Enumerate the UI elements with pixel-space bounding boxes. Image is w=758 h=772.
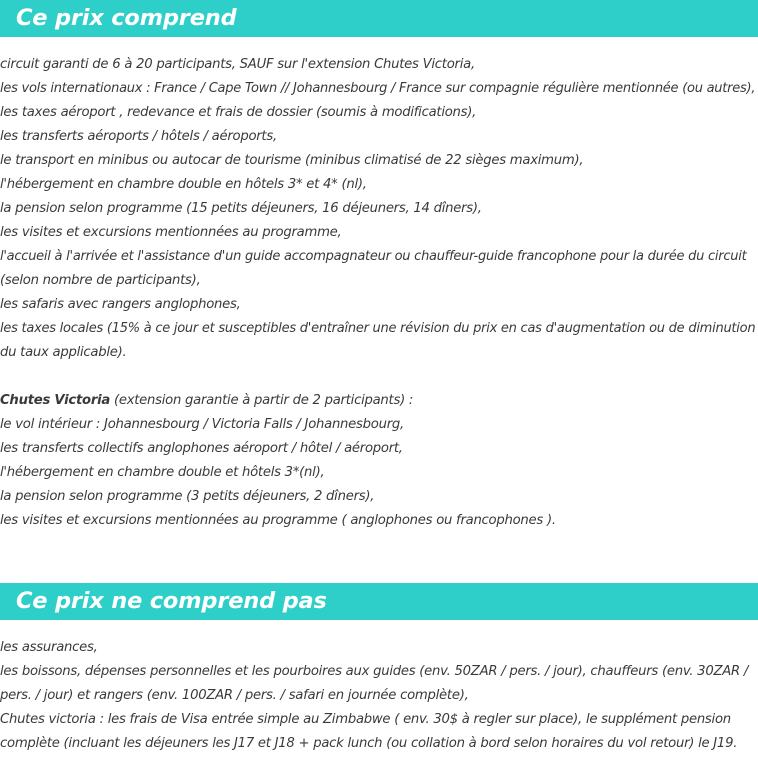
included-line: les taxes aéroport , redevance et frais de dossier (soumis à modifications), [0, 105, 477, 120]
extension-line: la pension selon programme (3 petits déjeuners, 2 dîners), [0, 489, 375, 504]
excluded-title: Ce prix ne comprend pas [16, 588, 327, 614]
included-line: l'hébergement en chambre double en hôtels 3* et 4* (nl), [0, 177, 367, 192]
extension-line: le vol intérieur : Johannesbourg / Victoria Falls / Johannesbourg, [0, 417, 404, 432]
included-line: du taux applicable). [0, 345, 127, 360]
excluded-line: complète (incluant les déjeuners les J17 et J18 + pack lunch (ou collation à bord selon horaires du vol retour) le J19. [0, 736, 738, 751]
included-line: les taxes locales (15% à ce jour et susceptibles d'entraîner une révision du prix en cas d'augmentation ou de diminution [0, 321, 756, 336]
included-line: circuit garanti de 6 à 20 participants, SAUF sur l'extension Chutes Victoria, [0, 57, 475, 72]
excluded-line: les boissons, dépenses personnelles et les pourboires aux guides (env. 50ZAR / pers. / jour), chauffeurs (env. 30ZAR / [0, 664, 749, 679]
extension-heading: Chutes Victoria [0, 393, 110, 408]
extension-line: les visites et excursions mentionnées au programme ( anglophones ou francophones ). [0, 513, 556, 528]
included-title: Ce prix comprend [16, 5, 237, 31]
included-header-band [0, 0, 758, 37]
included-line: la pension selon programme (15 petits déjeuners, 16 déjeuners, 14 dîners), [0, 201, 482, 216]
excluded-line: Chutes victoria : les frais de Visa entrée simple au Zimbabwe ( env. 30$ à regler sur place), le supplément pension [0, 712, 731, 727]
extension-heading-line [0, 391, 413, 411]
included-line: le transport en minibus ou autocar de tourisme (minibus climatisé de 22 sièges maximum), [0, 153, 584, 168]
included-line: l'accueil à l'arrivée et l'assistance d'un guide accompagnateur ou chauffeur-guide francophone pour la durée du circuit [0, 249, 747, 264]
included-line: les safaris avec rangers anglophones, [0, 297, 241, 312]
included-line: les vols internationaux : France / Cape Town // Johannesbourg / France sur compagnie régulière mentionnée (ou autres), [0, 81, 756, 96]
excluded-header-band [0, 583, 758, 620]
extension-heading-rest: (extension garantie à partir de 2 participants) : [110, 393, 414, 408]
excluded-line: pers. / jour) et rangers (env. 100ZAR / pers. / safari en journée complète), [0, 688, 469, 703]
included-line: les visites et excursions mentionnées au programme, [0, 225, 342, 240]
excluded-line: les assurances, [0, 640, 98, 655]
included-line: (selon nombre de participants), [0, 273, 201, 288]
extension-line: les transferts collectifs anglophones aéroport / hôtel / aéroport, [0, 441, 403, 456]
extension-line: l'hébergement en chambre double et hôtels 3*(nl), [0, 465, 325, 480]
included-line: les transferts aéroports / hôtels / aéroports, [0, 129, 277, 144]
